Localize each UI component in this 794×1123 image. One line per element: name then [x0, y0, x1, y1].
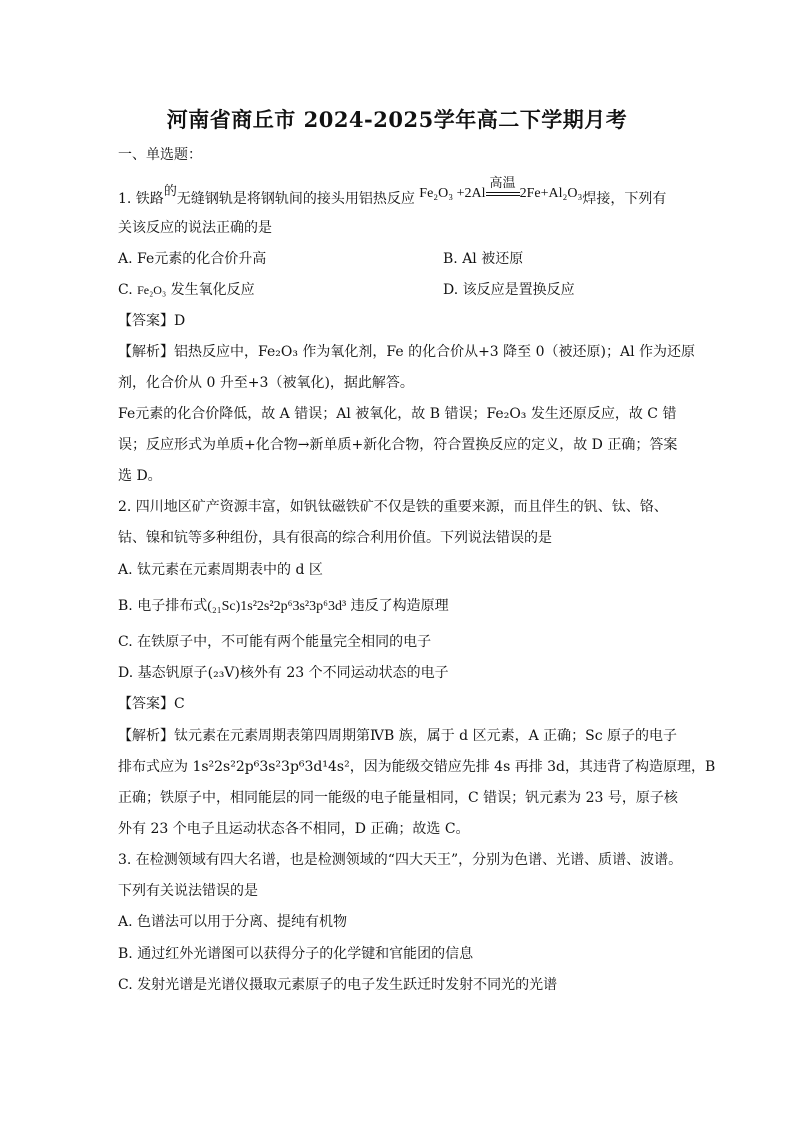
- q3-stem-line1: 3. 在检测领域有四大名谱，也是检测领域的“四大天王”，分别为色谱、光谱、质谱、波谱。: [118, 852, 683, 868]
- q1-analysis-2: 剂，化合价从 0 升至+3（被氧化)，据此解答。: [118, 375, 414, 391]
- q1-answer: 【答案】D: [118, 313, 186, 329]
- q1-analysis-3: Fe元素的化合价降低，故 A 错误；Al 被氧化，故 B 错误；Fe₂O₃ 发生还原反应，故 C 错: [118, 406, 677, 422]
- q2-option-c: C. 在铁原子中，不可能有两个能量完全相同的电子: [118, 634, 432, 650]
- q1-analysis-1: 【解析】铝热反应中，Fe₂O₃ 作为氧化剂，Fe 的化合价从+3 降至 0（被还原)；Al 作为还原: [118, 344, 696, 360]
- q1-stem-suffix: 焊接，下列有: [582, 191, 667, 207]
- q1-equation: [419, 175, 583, 210]
- q2-analysis-4: 外有 23 个电子且运动状态各不相同，D 正确；故选 C。: [118, 821, 470, 837]
- page-title: 河南省商丘市 2024-2025学年高二下学期月考: [166, 107, 628, 132]
- q1-eq-arrow: [486, 175, 520, 203]
- q2-stem-line2: 钴、镍和钪等多种组份，具有很高的综合利用价值。下列说法错误的是: [118, 530, 552, 546]
- section-heading: 一、单选题：: [118, 147, 202, 163]
- q2-analysis-1: 【解析】钛元素在元素周期表第四周期第ⅣB 族，属于 d 区元素，A 正确；Sc 原子的电子: [118, 728, 678, 744]
- q1-option-c-formula: Fe₂O₃: [137, 283, 167, 297]
- q2-option-b: [118, 596, 449, 617]
- q2-answer: 【答案】C: [118, 696, 185, 712]
- q2-analysis-2: 排布式应为 1s²2s²2p⁶3s²3p⁶3d¹4s²，因为能级交错应先排 4s 再排 3d，其违背了构造原理，B: [118, 759, 716, 775]
- q2-option-a: A. 钛元素在元素周期表中的 d 区: [118, 562, 323, 578]
- q1-stem-mid: 无缝钢轨是将钢轨间的接头用铝热反应: [176, 191, 415, 207]
- q2-analysis-3: 正确；铁原子中，相同能层的同一能级的电子能量相同，C 错误；钒元素为 23 号，原子核: [118, 790, 678, 806]
- q1-option-a: A. Fe元素的化合价升高: [118, 251, 267, 267]
- q1-eq-condition: 高温: [489, 175, 516, 190]
- q1-option-b: B. Al 被还原: [443, 251, 524, 267]
- q1-eq-right: 2Fe+Al₂O₃: [519, 186, 583, 201]
- q1-eq-left: Fe₂O₃ +2Al: [419, 186, 486, 201]
- q1-stem-line2: 关该反应的说法正确的是: [118, 220, 272, 236]
- q1-stem-prefix: 1. 铁路: [118, 191, 164, 207]
- q2-option-b-suffix: 违反了构造原理: [346, 598, 449, 614]
- q1-option-c-prefix: C.: [118, 282, 138, 298]
- q3-option-c: C. 发射光谱是光谱仪摄取元素原子的电子发生跃迁时发射不同光的光谱: [118, 977, 558, 993]
- q3-option-a: A. 色谱法可以用于分离、提纯有机物: [118, 914, 348, 930]
- q1-option-c-suffix: 发生氧化反应: [166, 282, 255, 298]
- q1-stem-de: 的: [163, 184, 177, 199]
- q2-stem-line1: 2. 四川地区矿产资源丰富，如钒钛磁铁矿不仅是铁的重要来源，而且伴生的钒、钛、铬、: [118, 499, 668, 515]
- q1-option-c: [118, 280, 255, 300]
- q2-option-d: D. 基态钒原子(₂₃V)核外有 23 个不同运动状态的电子: [118, 665, 449, 681]
- q1-option-d: D. 该反应是置换反应: [443, 282, 575, 298]
- q2-option-b-prefix: B. 电子排布式: [118, 598, 208, 614]
- q1-stem-line1: [118, 175, 667, 210]
- q3-stem-line2: 下列有关说法错误的是: [118, 883, 258, 899]
- q1-analysis-4: 误；反应形式为单质+化合物→新单质+新化合物，符合置换反应的定义，故 D 正确；答案: [118, 437, 678, 453]
- q2-option-b-formula: (₂₁Sc)1s²2s²2p⁶3s²3p⁶3d³: [207, 599, 347, 614]
- q1-analysis-5: 选 D。: [118, 468, 162, 484]
- q3-option-b: B. 通过红外光谱图可以获得分子的化学键和官能团的信息: [118, 946, 474, 962]
